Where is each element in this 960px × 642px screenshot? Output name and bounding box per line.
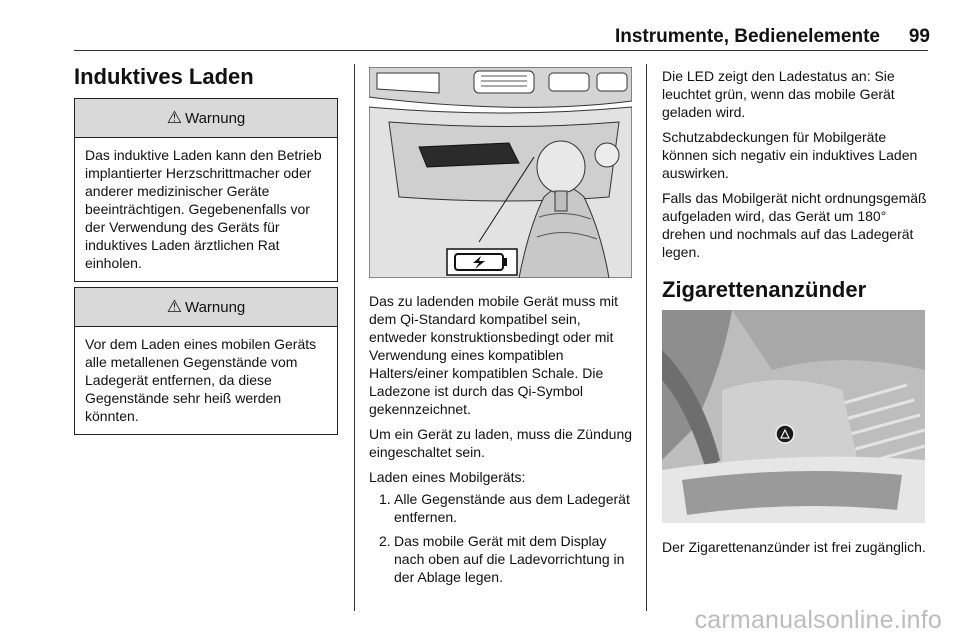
column-divider-left <box>354 64 355 611</box>
warning-text: Das induktive Laden kann den Betrieb implantierter Herzschrittmacher oder anderer medizinischer Geräte beeinträchtigen. Gegebenenfalls vor der Verwendung des Geräts für induktives Laden ärztlichen Rat einholen. <box>85 147 322 271</box>
step-number: 1. <box>379 491 391 507</box>
paragraph: Schutzabdeckungen für Mobilgeräte können sich negativ ein induktives Laden auswirken. <box>662 129 918 181</box>
cigarette-lighter-icon <box>776 425 794 443</box>
watermark: carmanualsonline.info <box>694 606 942 634</box>
column-divider-right <box>646 64 647 611</box>
step-text: Das mobile Gerät mit dem Display nach oben auf die Ladevorrichtung in der Ablage legen. <box>394 533 625 585</box>
step-text: Alle Gegenstände aus dem Ladegerät entfernen. <box>394 491 630 525</box>
paragraph: Laden eines Mobilgeräts: <box>369 469 526 485</box>
column-3-text <box>662 67 930 268</box>
paragraph: Um ein Gerät zu laden, muss die Zündung eingeschaltet sein. <box>369 426 633 460</box>
warning-triangle-icon: ⚠ <box>166 297 182 316</box>
list-item <box>369 490 635 526</box>
warning-header <box>75 99 337 138</box>
list-item <box>369 532 635 586</box>
step-number: 2. <box>379 533 391 549</box>
section-heading-zigarettenanzuender: Zigarettenanzünder <box>662 277 867 302</box>
warning-box-1 <box>74 98 338 282</box>
battery-charging-icon <box>455 254 507 270</box>
warning-label: Warnung <box>184 109 246 127</box>
section-heading-induktives-laden: Induktives Laden <box>74 64 254 89</box>
warning-label: Warnung <box>184 298 246 316</box>
warning-box-2 <box>74 287 338 435</box>
steps-list <box>369 490 635 586</box>
running-header-title: Instrumente, Bedienelemente <box>614 26 880 47</box>
charging-tray-illustration <box>369 67 632 278</box>
header-rule <box>74 50 928 51</box>
warning-triangle-icon: ⚠ <box>166 108 182 127</box>
paragraph: Die LED zeigt den Ladestatus an: Sie leuchtet grün, wenn das mobile Gerät geladen wird. <box>662 68 895 120</box>
page-number: 99 <box>908 26 930 47</box>
lighter-caption: Der Zigarettenanzünder ist frei zugänglich. <box>662 539 926 555</box>
column-2-text <box>369 292 635 592</box>
paragraph: Falls das Mobilgerät nicht ordnungsgemäß aufgeladen wird, das Gerät um 180° drehen und nochmals auf das Ladegerät legen. <box>662 190 927 260</box>
warning-text: Vor dem Laden eines mobilen Geräts alle metallenen Gegenstände vom Ladegerät entfernen, da diese Gegenstände sehr heiß werden könnten. <box>85 336 317 424</box>
paragraph: Das zu ladenden mobile Gerät muss mit dem Qi-Standard kompatibel sein, entweder konstruktionsbedingt oder mit Verwendung eines kompatiblen Halters/einer kompatiblen Schale. Die Ladezone ist durch das Qi-Symbol gekennzeichnet. <box>369 293 618 417</box>
cigarette-lighter-illustration <box>662 310 925 523</box>
warning-header <box>75 288 337 327</box>
